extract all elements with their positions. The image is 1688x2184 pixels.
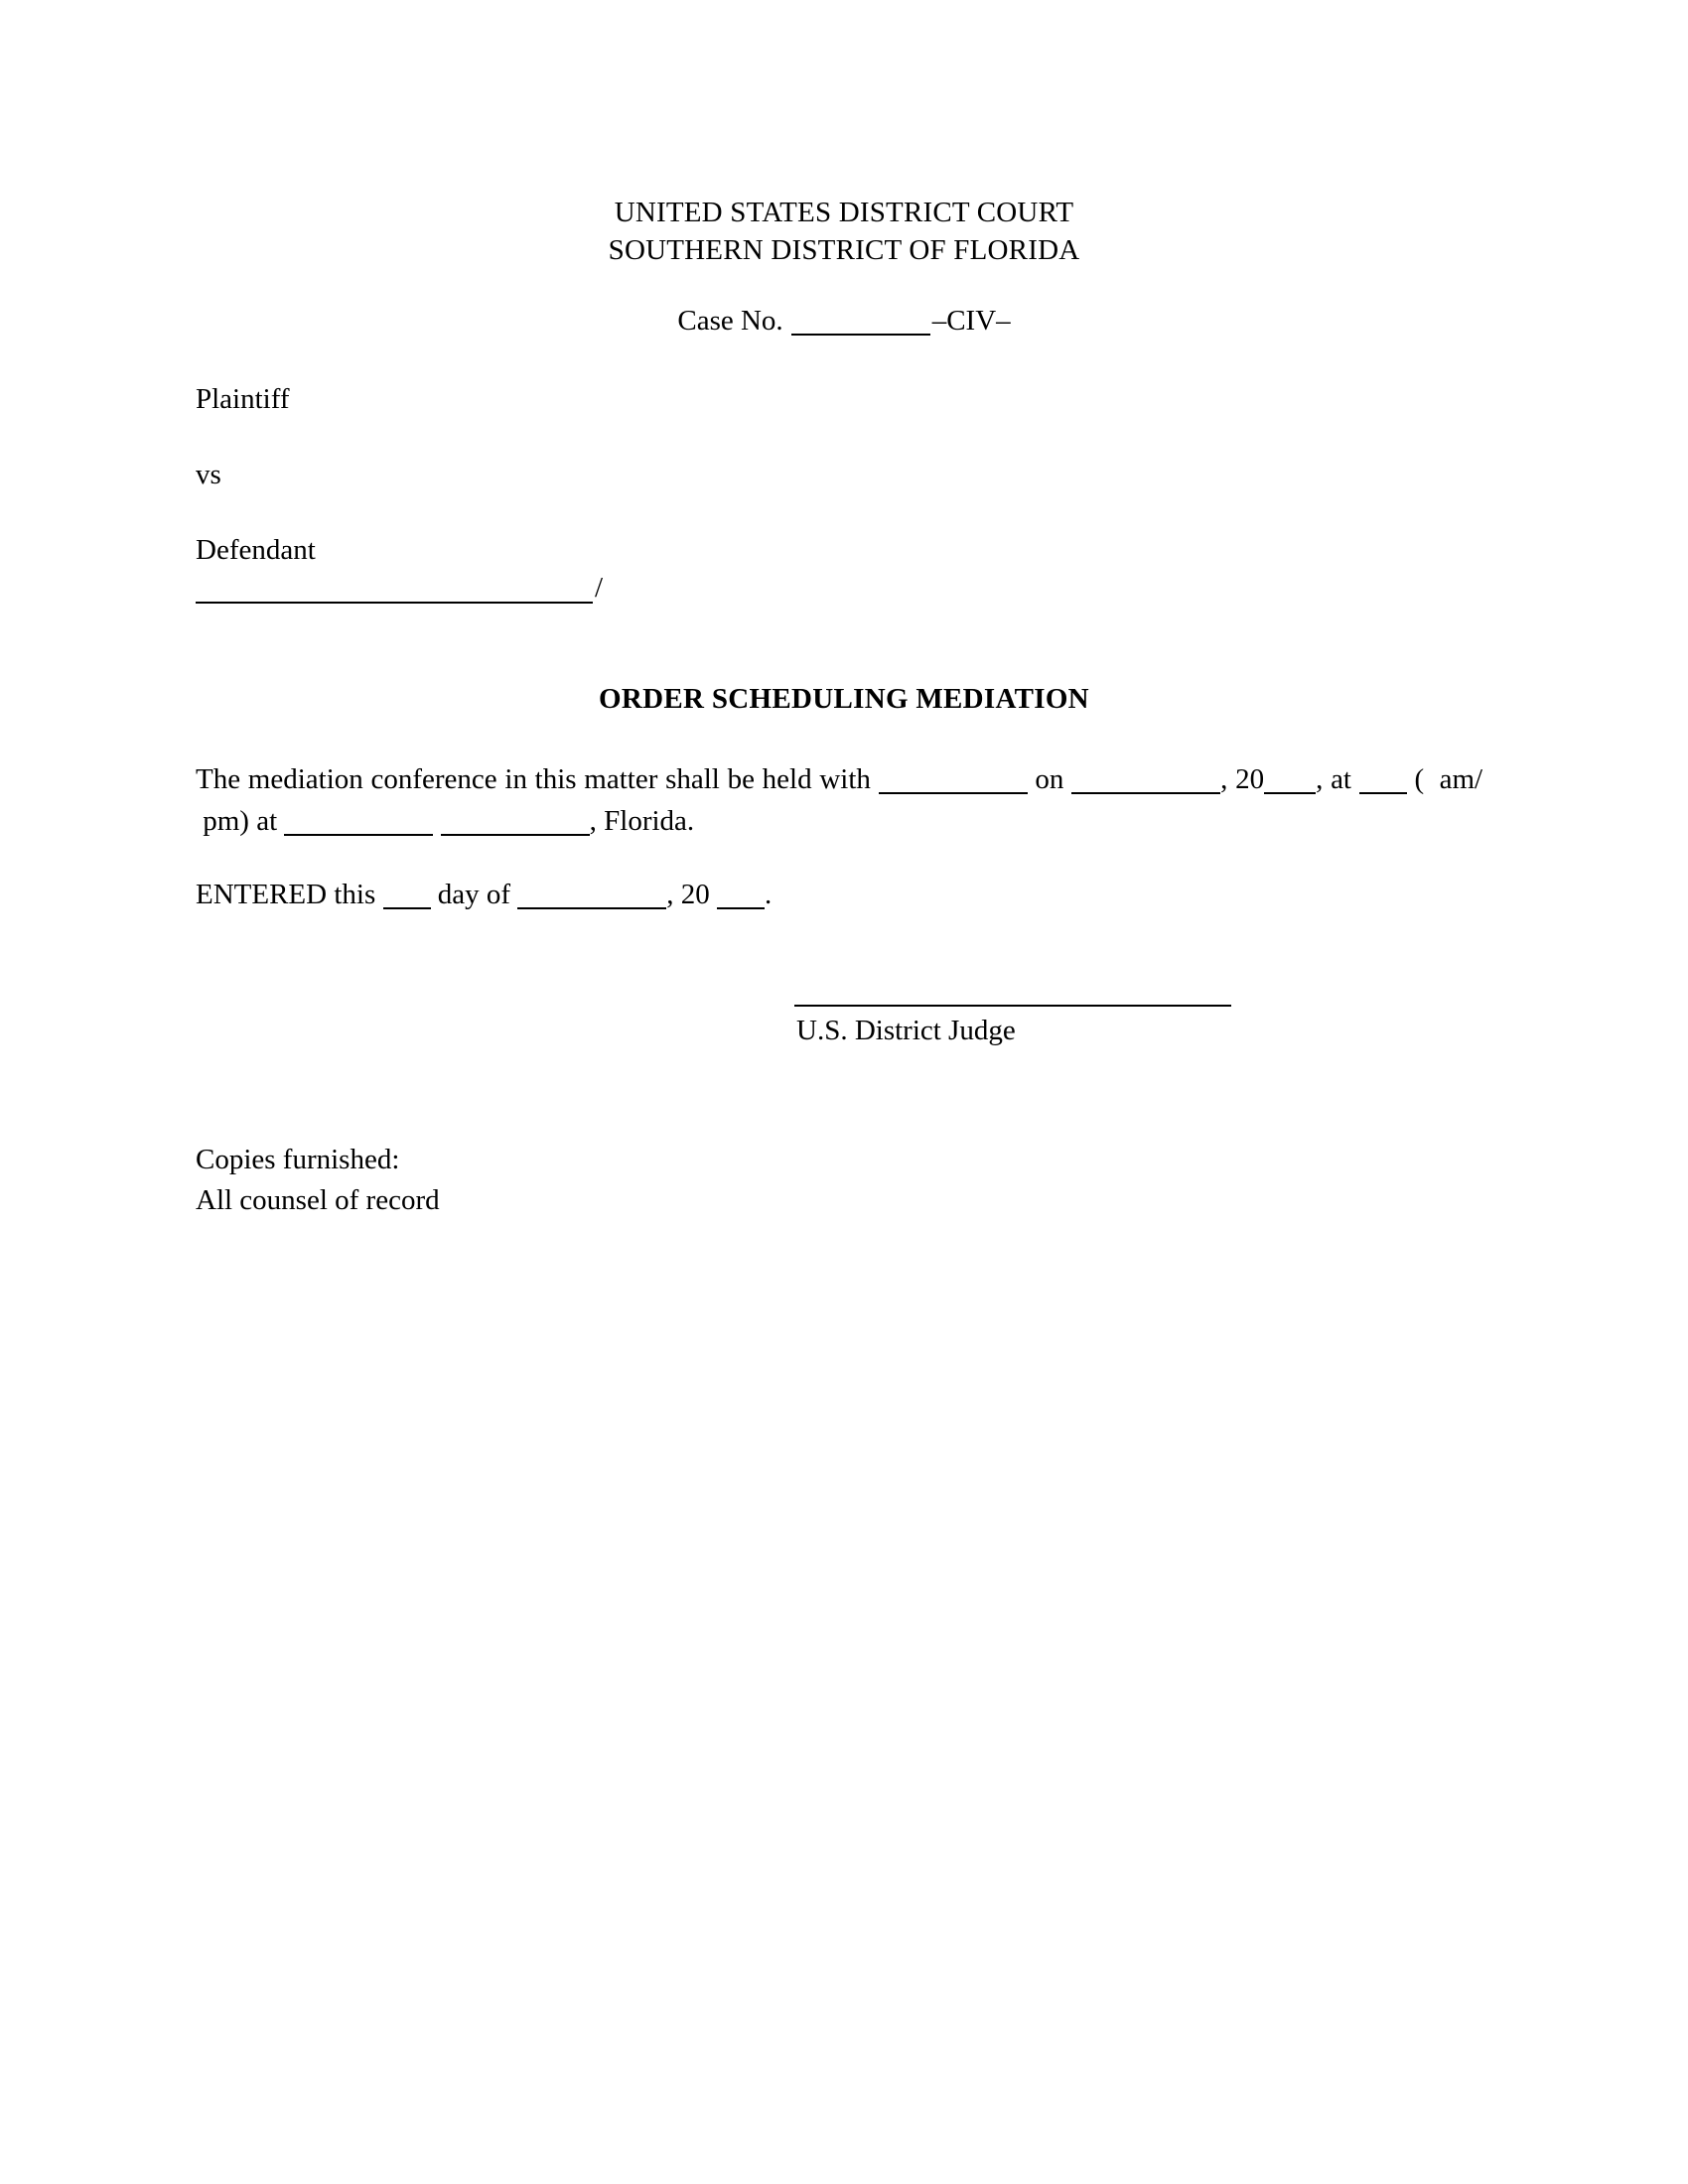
case-number-input[interactable] (791, 304, 930, 336)
copies-recipients: All counsel of record (196, 1184, 440, 1217)
entered-text-seg4: . (765, 879, 773, 910)
am-option[interactable]: am/ (1439, 763, 1483, 795)
defendant-label: Defendant (196, 534, 316, 566)
mediation-text-seg9: , Florida. (589, 805, 695, 838)
copies-heading: Copies furnished: (196, 1144, 400, 1175)
caption-divider-rule (196, 573, 593, 604)
entered-day-input[interactable] (383, 879, 431, 909)
case-number-suffix: –CIV– (931, 305, 1011, 338)
mediation-date-input[interactable] (1071, 763, 1220, 794)
copies-furnished-block (196, 1140, 440, 1221)
mediation-text-seg6: ( (1414, 763, 1425, 795)
entered-text-seg2: day of (437, 879, 511, 910)
page-title: ORDER SCHEDULING MEDIATION (599, 683, 1089, 715)
mediator-name-input[interactable] (879, 763, 1028, 794)
plaintiff-label: Plaintiff (196, 383, 290, 415)
caption-divider-row (196, 572, 652, 605)
caption-slash: / (595, 572, 604, 604)
mediation-time-input[interactable] (1359, 763, 1407, 794)
court-district-line: SOUTHERN DISTRICT OF FLORIDA (608, 233, 1080, 266)
mediation-paragraph (196, 758, 1482, 842)
court-heading (0, 195, 1688, 269)
versus-label: vs (196, 459, 221, 490)
pm-option[interactable]: pm) at (203, 805, 278, 838)
mediation-text-seg1: The mediation conference in this matter shall be held with (196, 763, 871, 795)
entered-text-seg1: ENTERED this (196, 879, 376, 910)
mediation-text-seg2: on (1035, 763, 1064, 795)
mediation-location-input[interactable] (284, 805, 433, 836)
mediation-text-seg5: at (1331, 763, 1351, 795)
mediation-year-input[interactable] (1264, 763, 1316, 794)
mediation-text-seg4: , (1316, 763, 1324, 795)
signature-title: U.S. District Judge (796, 1015, 1016, 1046)
entered-text-seg3: , 20 (666, 879, 710, 910)
mediation-city-input[interactable] (441, 805, 590, 836)
case-number-label: Case No. (677, 305, 783, 338)
entered-month-input[interactable] (517, 879, 666, 909)
court-name-line: UNITED STATES DISTRICT COURT (614, 197, 1074, 228)
mediation-text-seg3: , 20 (1220, 763, 1265, 795)
entered-paragraph (196, 874, 1482, 915)
case-number-line (0, 304, 1688, 338)
signature-block (794, 1005, 1350, 1047)
entered-year-input[interactable] (717, 879, 765, 909)
